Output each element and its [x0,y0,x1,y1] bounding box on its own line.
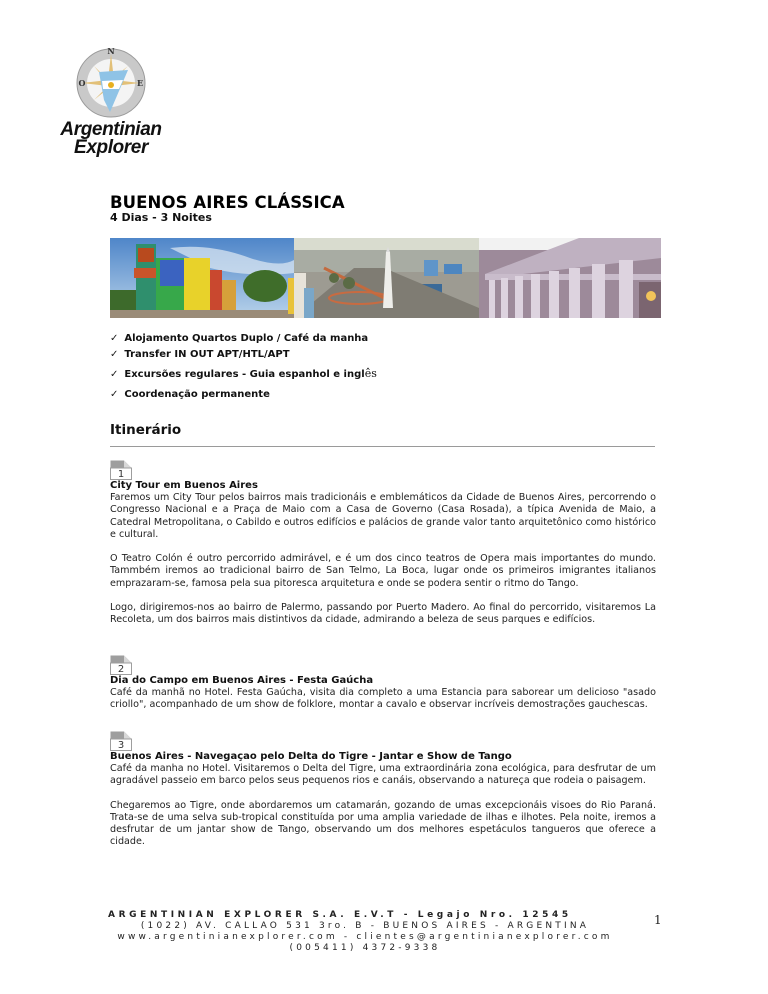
inclusion-item [110,333,368,344]
company-logo [50,40,172,162]
footer-phone: (005411) 4372-9338 [289,943,441,953]
compass-north-label: N [107,46,115,56]
itinerary-day-2 [110,655,656,712]
inclusion-item [110,389,270,400]
inclusion-text: Excursões regulares - Guia espanhol e ingl [124,369,365,380]
check-icon: ✓ [110,389,119,400]
footer-web-email: www.argentinianexplorer.com - clientes@argentinianexplorer.com [117,932,613,942]
photo-banner [110,238,661,318]
day-description: Faremos um City Tour pelos bairros mais tradicionáis e emblemáticos da Cidade de Buenos Aires, percorrendo o Congresso Nacional e a Praça de Maio com a Casa de Governo (Casa Rosada), a típica Avenida de Maio, a Catedral Metropolitana, o Cabildo e outros edifícios e palácios de grande valor tanto arquitetônico como histórico e cultural. [110,492,656,540]
day-number: 3 [117,740,125,751]
day-description: Café da manhã no Hotel. Festa Gaúcha, visita dia completo a uma Estancia para saborear um delicioso "asado criollo", acompanhado de um show de folklore, montar a cavalo e observar incríveis demostrações gauchescas. [110,687,656,711]
day-description: Logo, dirigiremos-nos ao bairro de Palermo, passando por Puerto Madero. Ao final do percorrido, visitaremos La Recoleta, um dos bairros mais distintivos da cidade, admirando a beleza de seus parques e edifícios. [110,602,656,626]
day-description: O Teatro Colón é outro percorrido admirável, e é um dos cinco teatros de Opera mais importantes do mundo. Tammbém iremos ao tradicional bairro de San Telmo, La Boca, lugar onde os primeiros imigrantes italianos emprazaram-se, famosa pela sua pitoresca arquitetura e onde se podera sentir o ritmo do Tango. [110,553,656,589]
calendar-page-icon [110,460,132,480]
inclusion-text: Coordenação permanente [124,389,270,400]
itinerary-day-3 [110,731,656,849]
page-footer [100,910,630,954]
check-icon: ✓ [110,333,119,344]
day-number: 2 [117,664,125,675]
compass-icon [50,40,172,125]
calendar-page-icon [110,731,132,751]
photo-obelisco [294,238,479,318]
compass-west-label: O [78,78,86,88]
day-title: Dia do Campo em Buenos Aires - Festa Gaúcha [110,675,374,686]
inclusion-text: Transfer IN OUT APT/HTL/APT [124,349,290,360]
inclusion-item [110,367,377,380]
logo-text-line1: Argentinian [60,119,162,140]
page-number: 1 [654,913,662,927]
photo-la-boca [110,238,294,318]
day-description: Café da manha no Hotel. Visitaremos o Delta del Tigre, uma extraordinária zona ecológica, para desfrutar de um agradável passeio em barco pelos seus pequenos rios e canáis, observando a natureça que rodeia o paisagem. [110,763,656,787]
day-number: 1 [117,469,125,480]
itinerary-heading: Itinerário [110,422,182,438]
itinerary-day-1 [110,460,656,627]
logo-text-line2: Explorer [74,137,148,158]
day-title: Buenos Aires - Navegaçao pelo Delta do Tigre - Jantar e Show de Tango [110,751,512,762]
footer-address: (1022) AV. CALLAO 531 3ro. B - BUENOS AIRES - ARGENTINA [140,921,590,931]
check-icon: ✓ [110,349,119,360]
day-title: City Tour em Buenos Aires [110,480,258,491]
inclusion-text: Alojamento Quartos Duplo / Café da manha [124,333,369,344]
section-divider [110,446,655,447]
calendar-page-icon [110,655,132,675]
page-title: BUENOS AIRES CLÁSSICA [110,193,345,212]
day-description: Chegaremos ao Tigre, onde abordaremos um catamarán, gozando de umas excepcionáis visoes do Rio Paraná. Trata-se de uma selva sub-tropical constituída por uma amplia variedade de ilhas e ilhotes. Pela noite, iremos a desfrutar de um jantar show de Tango, observando um dos melhores espetáculos tangueros que oferece a cidade. [110,799,656,848]
photo-catedral [479,238,661,318]
footer-company: ARGENTINIAN EXPLORER S.A. E.V.T - Legajo Nro. 12545 [108,910,572,920]
inclusion-item [110,349,290,360]
compass-east-label: E [136,78,144,88]
check-icon: ✓ [110,369,119,380]
inclusion-text-tail: ês [364,367,377,380]
page-subtitle: 4 Dias - 3 Noites [110,211,212,224]
